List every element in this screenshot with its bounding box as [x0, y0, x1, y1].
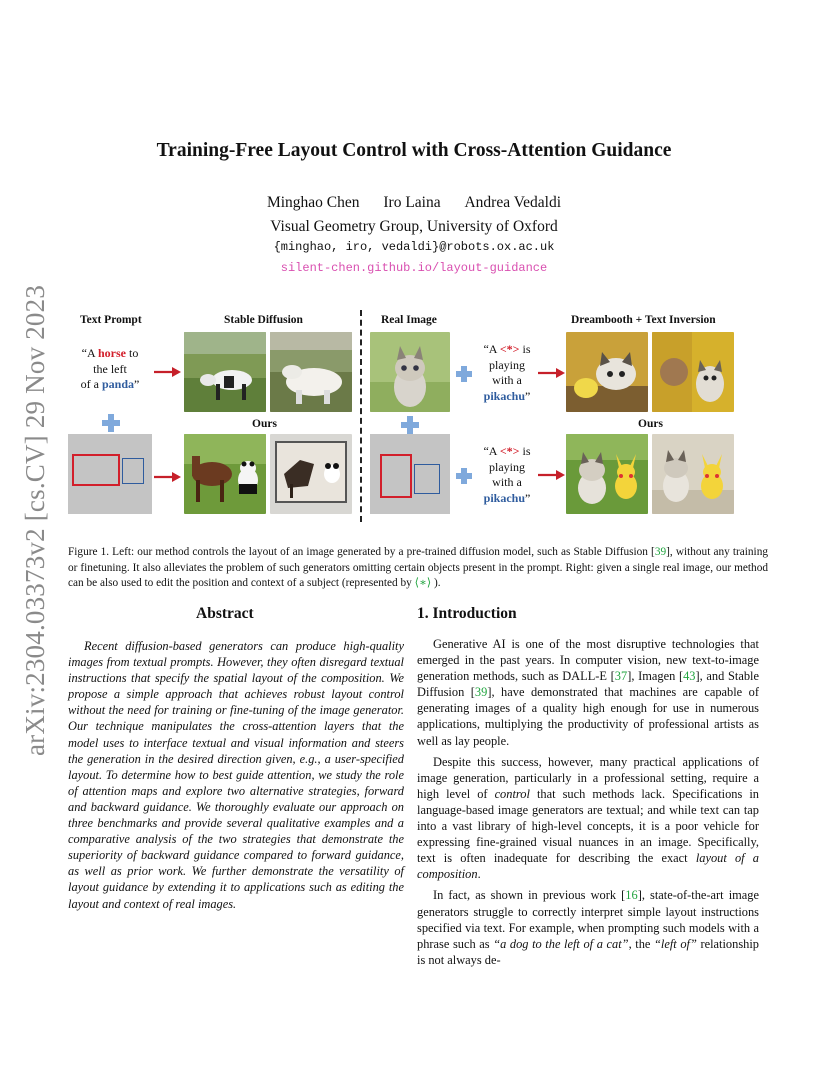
abstract-heading: Abstract: [196, 605, 254, 622]
plus-icon: [456, 468, 472, 484]
abstract-body: Recent diffusion-based generators can produce high-quality images from textual prompts. However, they often disregard textual instructions that specify the spatial layout of the composition. We propose a simple approach that achieves robust layout control without the need for training or fine-tuning of the image generator. Our technique manipulates the cross-attention layers that the model uses to interface textual and visual information and steers the generation in the desired direction given, e.g., a user-specified layout. To determine how to best guide attention, we study the role of attention maps and explore two alternative strategies, forward and backward guidance. We thoroughly evaluate our approach on three benchmarks and provide several qualitative examples and a comparative analysis of the two strategies that demonstrate the superiority of backward guidance compared to forward guidance, as well as prior work. We further demonstrate the versatility of layout guidance by extending it to applications such as editing the layout and context of real images.: [68, 639, 404, 911]
prompt-object-pikachu: pikachu: [483, 388, 526, 403]
arrow-icon: [538, 366, 566, 380]
plus-icon: [102, 414, 120, 432]
layout-input-right: [370, 434, 450, 514]
prompt-horse-panda: “A horse to the left of a panda”: [80, 346, 140, 391]
header-ours-right: Ours: [638, 418, 663, 430]
citation-link[interactable]: 39: [654, 546, 667, 558]
ours-image-pikachu-1: [566, 434, 648, 514]
prompt-object-panda: panda: [101, 377, 135, 391]
layout-input-left: [68, 434, 152, 514]
project-website-link[interactable]: silent-chen.github.io/layout-guidance: [280, 261, 548, 275]
ours-image-horse-panda-1: [184, 434, 266, 514]
intro-paragraph: Despite this success, however, many practical applications of image generation, particularly in a professional setting, require a high level of control that such methods lack. Specifications in language-based image generators are textual; and while text can tap into a vast library of high-level concepts, it is a poor vehicle for expressing fine-grained visual nuances in an image. Specifically, text is often inadequate for describing the exact layout of a composition.: [417, 754, 759, 882]
figure-caption: Figure 1. Left: our method controls the layout of an image generated by a pre-trained diffusion model, such as Stable Diffusion [39], without any training or finetuning. It also alleviates the problem of such generators omitting certain objects present in the prompt. Right: given a single real image, our method can be also used to edit the position and context of a subject (represented by ⟨∗⟩ ).: [68, 546, 768, 590]
real-image-kitten: [370, 332, 450, 412]
citation-link[interactable]: 37: [614, 669, 628, 684]
author-name: Minghao Chen: [266, 194, 360, 211]
header-text-prompt: Text Prompt: [80, 314, 142, 326]
figure-divider: [360, 310, 362, 522]
prompt-object-pikachu: pikachu: [483, 490, 526, 505]
citation-link[interactable]: 16: [625, 888, 638, 903]
author-name: Andrea Vedaldi: [464, 194, 562, 211]
plus-icon: [401, 416, 419, 434]
arxiv-stamp: arXiv:2304.03373v2 [cs.CV] 29 Nov 2023: [20, 284, 51, 756]
ours-image-horse-panda-2: [270, 434, 352, 514]
author-list: [0, 194, 828, 212]
dreambooth-image-1: [566, 332, 648, 412]
intro-paragraph: In fact, as shown in previous work [16], state-of-the-art image generators struggle to correctly interpret simple layout instructions specified via text. For example, when prompting such models with a phrase such as “a dog to the left of a cat”, the “left of” relationship is not always de-: [417, 888, 760, 967]
prompt-pikachu-top: “A <*> is playing with a pikachu”: [483, 342, 531, 403]
arrow-icon: [154, 470, 182, 484]
plus-icon: [456, 366, 472, 382]
citation-link[interactable]: 39: [474, 685, 488, 700]
header-ours-left: Ours: [252, 418, 277, 430]
citation-link[interactable]: 43: [683, 669, 696, 684]
intro-body: [417, 636, 759, 973]
affiliation: Visual Geometry Group, University of Oxford: [270, 218, 558, 235]
arrow-icon: [538, 468, 566, 482]
author-email: {minghao, iro, vedaldi}@robots.ox.ac.uk: [273, 240, 555, 254]
header-dreambooth: Dreambooth + Text Inversion: [571, 314, 716, 326]
author-name: Iro Laina: [383, 194, 441, 211]
ours-image-pikachu-2: [652, 434, 734, 514]
intro-heading: 1. Introduction: [417, 605, 517, 622]
arrow-icon: [154, 365, 182, 379]
prompt-pikachu-bottom: “A <*> is playing with a pikachu”: [483, 444, 531, 505]
layout-box-red: [72, 454, 120, 486]
placeholder-token: <*>: [499, 444, 520, 458]
sd-image-horse-2: [270, 332, 352, 412]
header-stable-diffusion: Stable Diffusion: [224, 314, 303, 326]
placeholder-token: <*>: [499, 342, 520, 356]
paper-title: Training-Free Layout Control with Cross-Attention Guidance: [156, 140, 672, 161]
figure-1: [68, 310, 768, 525]
token-symbol: ⟨∗⟩: [414, 577, 432, 590]
intro-paragraph: Generative AI is one of the most disruptive technologies that emerged in the past years. In computer vision, new text-to-image generation methods, such as DALL-E [37], Imagen [43], and Stable Diffusion [39], have demonstrated that machines are capable of generating images of a quality high enough for use in numerous applications, multiplying the productivity of professional artists as well as lay people.: [417, 637, 759, 748]
layout-box-blue: [414, 464, 440, 494]
prompt-object-horse: horse: [98, 346, 126, 360]
dreambooth-image-2: [652, 332, 734, 412]
sd-image-horse-1: [184, 332, 266, 412]
layout-box-blue: [122, 458, 144, 484]
layout-box-red: [380, 454, 412, 498]
header-real-image: Real Image: [381, 314, 437, 326]
